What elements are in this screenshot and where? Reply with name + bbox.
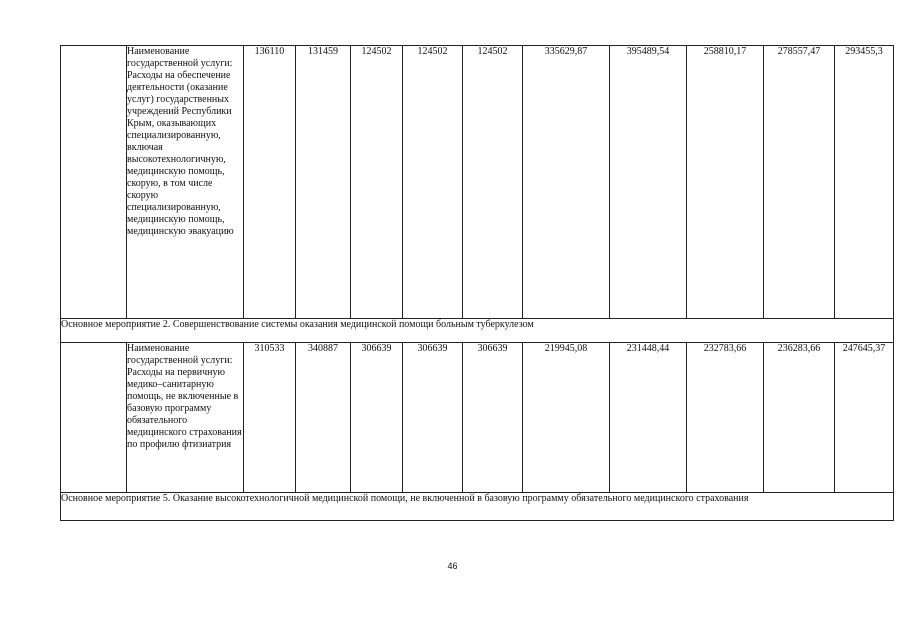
page-number: 46 — [447, 561, 458, 571]
value-cell: 306639 — [403, 343, 463, 493]
value-cell: 219945,08 — [523, 343, 610, 493]
value-cell: 258810,17 — [687, 46, 764, 319]
blank-cell — [61, 343, 127, 493]
service-name-cell: Наименование государственной услуги: Расходы на обеспечение деятельности (оказание услуг) государственных учреждений Республики Крым, оказывающих специализированную, включая высокотехнологичную, медицинскую помощь, скорую, в том числе скорую специализированную, медицинскую помощь, медицинскую эвакуацию — [127, 46, 244, 319]
value-cell: 310533 — [244, 343, 296, 493]
service-name-cell: Наименование государственной услуги: Расходы на первичную медико–санитарную помощь, не включенные в базовую программу обязательного медицинского страхования по профилю фтизиатрия — [127, 343, 244, 493]
value-cell: 395489,54 — [610, 46, 687, 319]
data-table — [60, 45, 894, 521]
value-cell: 232783,66 — [687, 343, 764, 493]
blank-cell — [61, 46, 127, 319]
value-cell: 124502 — [351, 46, 403, 319]
value-cell: 306639 — [463, 343, 523, 493]
section-row — [61, 493, 894, 521]
value-cell: 340887 — [296, 343, 351, 493]
value-cell: 247645,37 — [835, 343, 894, 493]
value-cell: 124502 — [403, 46, 463, 319]
table-row — [61, 46, 894, 319]
value-cell: 124502 — [463, 46, 523, 319]
value-cell: 131459 — [296, 46, 351, 319]
value-cell: 293455,3 — [835, 46, 894, 319]
value-cell: 335629,87 — [523, 46, 610, 319]
section-row — [61, 319, 894, 343]
value-cell: 231448,44 — [610, 343, 687, 493]
value-cell: 236283,66 — [764, 343, 835, 493]
value-cell: 306639 — [351, 343, 403, 493]
section-heading: Основное мероприятие 2. Совершенствование системы оказания медицинской помощи больным туберкулезом — [61, 319, 894, 343]
value-cell: 136110 — [244, 46, 296, 319]
section-heading: Основное мероприятие 5. Оказание высокотехнологичной медицинской помощи, не включенной в базовую программу обязательного медицинского страхования — [61, 493, 894, 521]
table-row — [61, 343, 894, 493]
value-cell: 278557,47 — [764, 46, 835, 319]
